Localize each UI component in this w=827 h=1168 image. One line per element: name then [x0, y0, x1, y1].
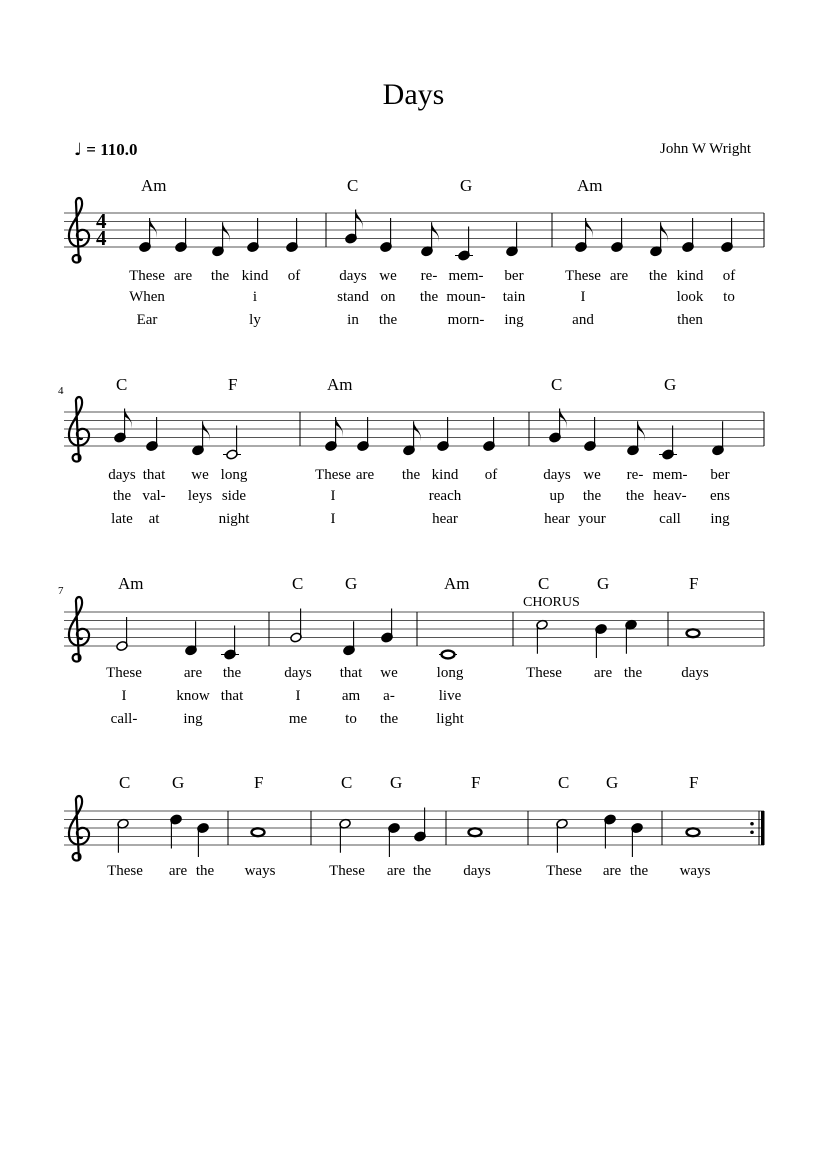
chord-symbol: G [664, 375, 677, 394]
lyric-syllable: kind [241, 268, 269, 284]
note-head [442, 651, 455, 659]
lyric-syllable: the [623, 665, 643, 681]
chord-symbol: C [292, 574, 304, 593]
lyric-syllable: These [329, 863, 365, 879]
lyric-syllable: kind [431, 467, 459, 483]
lyric-syllable: we [379, 268, 397, 284]
lyric-syllable: days [463, 863, 491, 879]
lyric-syllable: on [380, 289, 396, 305]
lyric-syllable: moun- [446, 289, 486, 305]
lyric-syllable: are [602, 863, 622, 879]
chord-symbol: Am [141, 176, 167, 195]
lyric-syllable: ways [244, 863, 276, 879]
time-signature-top: 4 [96, 209, 107, 233]
lyric-syllable: are [168, 863, 188, 879]
lyric-syllable: the [222, 665, 242, 681]
lyric-syllable: the [419, 289, 439, 305]
eighth-flag [203, 421, 210, 441]
lyric-syllable: side [221, 488, 247, 504]
lyric-syllable: the [112, 488, 132, 504]
chord-symbol: C [558, 773, 570, 792]
lyric-syllable: I [330, 488, 336, 504]
eighth-flag [150, 218, 157, 238]
lyric-syllable: in [347, 312, 359, 328]
lyric-syllable: days [284, 665, 312, 681]
chord-symbol: C [551, 375, 563, 394]
lyric-syllable: up [549, 488, 565, 504]
lyric-syllable: These [565, 268, 601, 284]
chord-symbol: G [606, 773, 619, 792]
lyric-syllable: re- [420, 268, 438, 284]
lyric-syllable: the [625, 488, 645, 504]
lyric-syllable: ing [183, 711, 203, 727]
lyric-syllable: These [526, 665, 562, 681]
lyric-syllable: late [111, 511, 133, 527]
repeat-dot [750, 822, 754, 826]
lyric-syllable: of [722, 268, 736, 284]
lyric-syllable: kind [676, 268, 704, 284]
lyric-syllable: are [183, 665, 203, 681]
eighth-flag [223, 222, 230, 242]
note-head [687, 828, 700, 836]
lyric-syllable: I [330, 511, 336, 527]
lyric-syllable: ing [710, 511, 730, 527]
eighth-flag [638, 421, 645, 441]
chord-symbol: F [471, 773, 481, 792]
lyric-syllable: the [195, 863, 215, 879]
lyric-syllable: the [412, 863, 432, 879]
lyric-syllable: the [629, 863, 649, 879]
eighth-flag [432, 222, 439, 242]
composer: John W Wright [660, 141, 752, 157]
tempo-value: = 110.0 [86, 140, 138, 159]
chord-symbol: C [119, 773, 131, 792]
lyric-syllable: When [129, 289, 165, 305]
eighth-flag [125, 409, 132, 429]
lyric-syllable: a- [383, 688, 395, 704]
lyric-syllable: ens [710, 488, 730, 504]
lyric-syllable: heav- [653, 488, 687, 504]
lyric-syllable: that [339, 665, 363, 681]
chord-symbol: G [597, 574, 610, 593]
lyric-syllable: at [148, 511, 160, 527]
repeat-dot [750, 830, 754, 834]
chord-symbol: C [347, 176, 359, 195]
lyric-syllable: I [295, 688, 301, 704]
lyric-syllable: know [176, 688, 210, 704]
lyric-syllable: ways [679, 863, 711, 879]
eighth-flag [586, 218, 593, 238]
eighth-flag [336, 417, 343, 437]
chord-symbol: C [116, 375, 128, 394]
lyric-syllable: call [659, 511, 681, 527]
lyric-syllable: we [380, 665, 398, 681]
rehearsal-mark-chorus: CHORUS [523, 595, 580, 610]
lyric-syllable: of [484, 467, 498, 483]
lyric-syllable: look [676, 289, 704, 305]
eighth-flag [414, 421, 421, 441]
lyric-syllable: reach [428, 488, 462, 504]
lyric-syllable: the [210, 268, 230, 284]
lyric-syllable: the [379, 711, 399, 727]
lyric-syllable: the [378, 312, 398, 328]
lyric-syllable: of [287, 268, 301, 284]
lyric-syllable: These [315, 467, 351, 483]
lyric-syllable: re- [626, 467, 644, 483]
score-title: Days [382, 78, 445, 111]
lyric-syllable: ber [710, 467, 730, 483]
chord-symbol: Am [327, 375, 353, 394]
lyric-syllable: ber [504, 268, 524, 284]
lyric-syllable: ly [249, 312, 261, 328]
lyric-syllable: stand [337, 289, 369, 305]
lyric-syllable: days [339, 268, 367, 284]
eighth-flag [560, 409, 567, 429]
lyric-syllable: are [355, 467, 375, 483]
lyric-syllable: to [723, 289, 735, 305]
chord-symbol: C [538, 574, 550, 593]
chord-symbol: G [390, 773, 403, 792]
eighth-flag [661, 222, 668, 242]
lyric-syllable: the [401, 467, 421, 483]
measure-number: 7 [58, 585, 64, 597]
note-head [469, 828, 482, 836]
chord-symbol: F [254, 773, 264, 792]
lyric-syllable: i [252, 289, 258, 305]
chord-symbol: F [689, 574, 699, 593]
lyric-syllable: call- [110, 711, 138, 727]
chord-symbol: F [689, 773, 699, 792]
lyric-syllable: are [593, 665, 613, 681]
lyric-syllable: I [580, 289, 586, 305]
lyric-syllable: we [583, 467, 601, 483]
lyric-syllable: are [386, 863, 406, 879]
lyric-syllable: I [121, 688, 127, 704]
note-head [687, 629, 700, 637]
lyric-syllable: the [648, 268, 668, 284]
lyric-syllable: night [218, 511, 250, 527]
lyric-syllable: me [288, 711, 308, 727]
lyric-syllable: then [677, 312, 703, 328]
lyric-syllable: These [107, 863, 143, 879]
lyric-syllable: am [341, 688, 361, 704]
lyric-syllable: tain [502, 289, 526, 305]
chord-symbol: G [172, 773, 185, 792]
lyric-syllable: light [436, 711, 464, 727]
chord-symbol: Am [118, 574, 144, 593]
lyric-syllable: long [436, 665, 464, 681]
lyric-syllable: days [543, 467, 571, 483]
lyric-syllable: days [681, 665, 709, 681]
lyric-syllable: we [191, 467, 209, 483]
lyric-syllable: morn- [447, 312, 485, 328]
lyric-syllable: long [220, 467, 248, 483]
lyric-syllable: hear [544, 511, 570, 527]
eighth-flag [356, 210, 363, 230]
lyric-syllable: the [582, 488, 602, 504]
lyric-syllable: mem- [652, 467, 688, 483]
chord-symbol: Am [577, 176, 603, 195]
lyric-syllable: and [572, 312, 594, 328]
chord-symbol: G [345, 574, 358, 593]
lyric-syllable: val- [142, 488, 166, 504]
lyric-syllable: mem- [448, 268, 484, 284]
chord-symbol: G [460, 176, 473, 195]
chord-symbol: F [228, 375, 238, 394]
time-signature-bottom: 4 [96, 226, 107, 250]
lyric-syllable: leys [187, 488, 213, 504]
lyric-syllable: to [345, 711, 357, 727]
lyric-syllable: These [129, 268, 165, 284]
lyric-syllable: are [609, 268, 629, 284]
lyric-syllable: live [438, 688, 462, 704]
final-barline [761, 811, 765, 845]
lyric-syllable: that [220, 688, 244, 704]
lyric-syllable: These [106, 665, 142, 681]
lyric-syllable: days [108, 467, 136, 483]
lyric-syllable: are [173, 268, 193, 284]
lyric-syllable: that [142, 467, 166, 483]
lyric-syllable: your [578, 511, 606, 527]
quarter-note-icon: ♩ [74, 140, 83, 160]
lyric-syllable: Ear [136, 312, 158, 328]
lyric-syllable: ing [504, 312, 524, 328]
lyric-syllable: These [546, 863, 582, 879]
lyric-syllable: hear [432, 511, 458, 527]
note-head [252, 828, 265, 836]
measure-number: 4 [58, 385, 64, 397]
chord-symbol: Am [444, 574, 470, 593]
chord-symbol: C [341, 773, 353, 792]
